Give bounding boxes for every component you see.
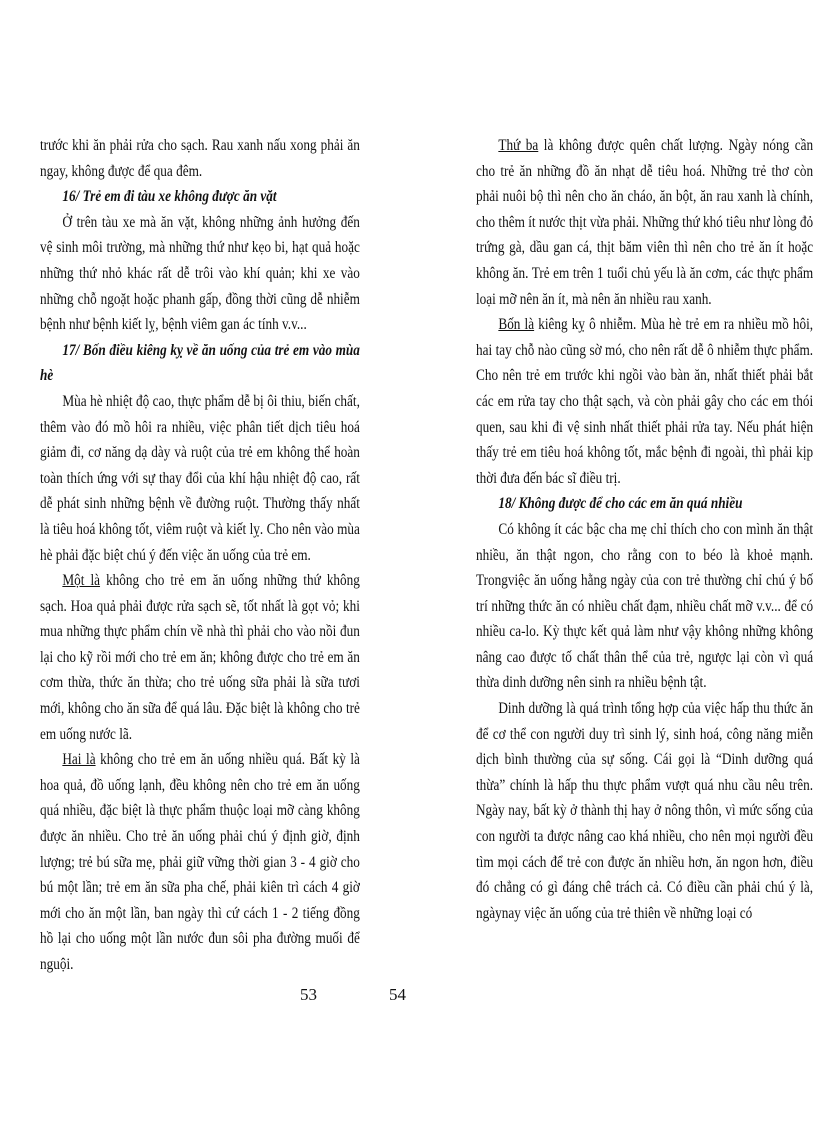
paragraph: Mùa hè nhiệt độ cao, thực phẩm dễ bị ôi thiu, biến chất, thêm vào đó mồ hôi ra nhiều, việc phân tiết dịch tiêu hoá giảm đi, cơ năng dạ dày và ruột của trẻ em không thể hoàn toàn thích ứng với sự thay đổi của khí hậu nhiệt độ cao, rất dễ phát sinh những bệnh về đường ruột. Thường thấy nhất là tiêu hoá không tốt, viêm ruột và kiết lỵ. Cho nên vào mùa hè phải đặc biệt chú ý đến việc ăn uống của trẻ em. (40, 392, 360, 564)
paragraph: trước khi ăn phải rửa cho sạch. Rau xanh nấu xong phải ăn ngay, không được để qua đêm. (40, 137, 360, 180)
paragraph-text: là không được quên chất lượng. Ngày nóng cần cho trẻ ăn những đồ ăn nhạt dễ tiêu hoá. Những trẻ thơ còn phải nuôi bộ thì nên cho ăn cháo, ăn bột, ăn rau xanh là chính, cho thêm ít nước thịt vừa phải. Những thứ khó tiêu như lòng đỏ trứng gà, dầu gan cá, thịt băm viên thì nên cho trẻ ăn ít hoặc không ăn. Trẻ em trên 1 tuổi chủ yếu là ăn cơm, các thực phẩm loại mỡ nên ăn ít, mà nên ăn nhiều rau xanh. (476, 137, 814, 308)
section-heading-17: 17/ Bốn điều kiêng kỵ về ăn uống của trẻ em vào mùa hè (40, 341, 360, 385)
lead-phrase: Hai là (62, 751, 96, 769)
paragraph-text: không cho trẻ em ăn uống nhiều quá. Bất kỳ là hoa quả, đồ uống lạnh, đều không nên cho trẻ em ăn uống quá nhiều, đặc biệt là thực phẩm thuộc loại mỡ càng không được ăn nhiều. Cho trẻ ăn uống phải chú ý định giờ, định lượng; trẻ bú sữa mẹ, phải giữ vững thời gian 3 - 4 giờ cho bú một lần; trẻ em ăn sữa pha chế, phải kiên trì cách 4 giờ mới cho ăn một lần, ban ngày thì cứ cách 1 - 2 tiếng đồng hồ lại cho uống một lần nước đun sôi pha đường muối để nguội. (40, 751, 360, 973)
paragraph: Có không ít các bậc cha mẹ chỉ thích cho con mình ăn thật nhiều, ăn thật ngon, cho rằng con to béo là khoẻ mạnh. Trongviệc ăn uống hằng ngày của con trẻ thường chỉ chú ý bố trí những thức ăn có nhiều chất đạm, nhiều chất mỡ v.v... để có nhiều ca-lo. Kỳ thực kết quả làm như vậy không những không nâng cao được tố chất thân thể của trẻ, ngược lại còn vì quá thừa dinh dưỡng nên sinh ra nhiều bệnh tật. (476, 520, 814, 692)
paragraph (476, 133, 813, 312)
paragraph: Dinh dưỡng là quá trình tổng hợp của việc hấp thu thức ăn để cơ thể con người duy trì sinh lý, sinh hoá, công năng miễn dịch bình thường của sự sống. Cái gọi là “Dinh dưỡng quá thừa” chính là hấp thu thực phẩm vượt quá nhu cầu nêu trên. Ngày nay, bất kỳ ở thành thị hay ở nông thôn, vì mức sống của con người ta được nâng cao khá nhiều, cho nên mọi người đều tìm mọi cách để trẻ con được ăn nhiều hơn, ăn ngon hơn, điều đó chẳng có gì đáng chê trách cả. Có điều cần phải chú ý là, ngàynay việc ăn uống của trẻ thiên về những loại có (476, 700, 814, 922)
paragraph-text: kiêng kỵ ô nhiễm. Mùa hè trẻ em ra nhiều mồ hôi, hai tay chỗ nào cũng sờ mó, cho nên rất dễ ô nhiễm thực phẩm. Cho nên trẻ em trước khi ngồi vào bàn ăn, nhất thiết phải bắt các em rửa tay cho thật sạch, và còn phải gây cho các em thói quen, sau khi đi vệ sinh nhất thiết phải rửa tay. Nếu phát hiện thấy trẻ em tiêu hoá không tốt, mắc bệnh đi ngoài, thì phải kịp thời đưa đến bác sĩ điều trị. (476, 316, 814, 487)
section-heading-16: 16/ Trẻ em đi tàu xe không được ăn vặt (62, 188, 277, 206)
paragraph (40, 747, 360, 977)
paragraph (476, 312, 813, 491)
paragraph (40, 568, 360, 747)
paragraph-text: không cho trẻ em ăn uống những thứ không sạch. Hoa quả phải được rửa sạch sẽ, tốt nhất là gọt vỏ; khi mua những thực phẩm chín về nhà thì phải cho vào nồi đun lại cho kỹ rồi mới cho trẻ em ăn; không được cho trẻ em ăn cơm thừa, thức ăn thừa; cho trẻ uống sữa phải là sữa tươi mới, không cho ăn sữa để quá lâu. Đặc biệt là không cho trẻ em uống nước lã. (40, 572, 360, 743)
page-number-left: 53 (300, 985, 317, 1004)
lead-phrase: Một là (62, 572, 101, 590)
lead-phrase: Thứ ba (498, 137, 539, 154)
paragraph: Ở trên tàu xe mà ăn vặt, không những ảnh hưởng đến vệ sinh môi trường, mà những thứ như kẹo bi, hạt quả hoặc những thứ nhỏ khác rất dễ trôi vào khí quản; khi xe vào những chỗ ngoặt hoặc phanh gấp, đồng thời cũng dễ nhiễm bệnh như bệnh kiết lỵ, bệnh viêm gan ác tính v.v... (40, 213, 360, 334)
right-page-body (476, 133, 813, 926)
lead-phrase: Bốn là (498, 316, 535, 334)
section-heading-18: 18/ Không được để cho các em ăn quá nhiều (498, 495, 743, 513)
left-page-body (40, 133, 360, 978)
page-number-right: 54 (389, 985, 406, 1004)
